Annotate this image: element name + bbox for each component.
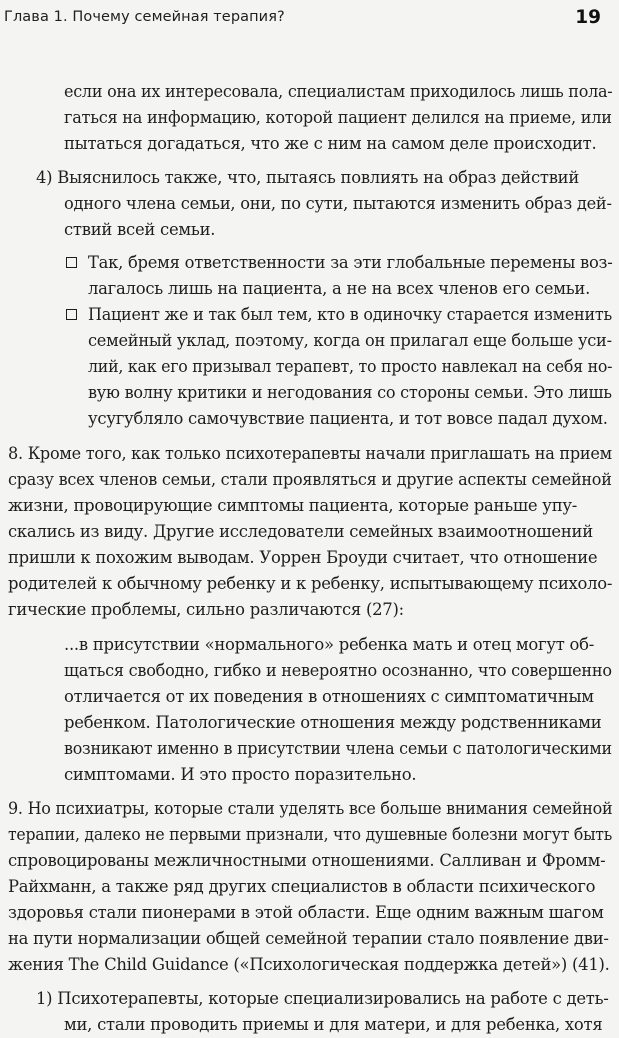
- chapter-title: Глава 1. Почему семейная терапия?: [4, 9, 285, 25]
- text-line: одного члена семьи, они, по сути, пытаются изменить образ дей-: [64, 194, 612, 213]
- paragraph-line: 9. Но психиатры, которые стали уделять все больше внимания семейной: [8, 799, 613, 818]
- bullet-line: лагалось лишь на пациента, а не на всех членов его семьи.: [88, 279, 591, 298]
- paragraph-line: жения The Child Guidance («Психологическая поддержка детей») (41).: [8, 955, 610, 974]
- paragraph-line: на пути нормализации общей семейной терапии стало появление дви-: [8, 929, 609, 948]
- bullet-line: усугубляло самочувствие пациента, и тот вовсе падал духом.: [88, 409, 608, 428]
- bullet-line: Так, бремя ответственности за эти глобальные перемены воз-: [88, 253, 613, 272]
- bullet-line: Пациент же и так был тем, кто в одиночку старается изменить: [88, 305, 612, 324]
- list-item-line: 1) Психотерапевты, которые специализировались на работе с деть-: [36, 989, 609, 1008]
- quote-line: возникают именно в присутствии члена семьи с патологическими: [64, 739, 612, 758]
- quote-line: ребенком. Патологические отношения между родственниками: [64, 713, 602, 732]
- text-line: если она их интересовала, специалистам приходилось лишь пола-: [64, 82, 613, 101]
- bullet-line: семейный уклад, поэтому, когда он прилагал еще больше уси-: [88, 331, 612, 350]
- paragraph-line: спровоцированы межличностными отношениями. Салливан и Фромм-: [8, 851, 606, 870]
- paragraph-line: 8. Кроме того, как только психотерапевты начали приглашать на прием: [8, 444, 612, 463]
- paragraph-line: терапии, далеко не первыми признали, что душевные болезни могут быть: [8, 825, 613, 844]
- paragraph-line: пришли к похожим выводам. Уоррен Броуди считает, что отношение: [8, 548, 598, 567]
- paragraph-line: сразу всех членов семьи, стали проявляться и другие аспекты семейной: [8, 470, 612, 489]
- text-line: гаться на информацию, которой пациент делился на приеме, или: [64, 108, 612, 127]
- bullet-line: вую волну критики и негодования со стороны семьи. Это лишь: [88, 383, 612, 402]
- paragraph-line: скались из виду. Другие исследователи семейных взаимоотношений: [8, 522, 593, 541]
- quote-line: ...в присутствии «нормального» ребенка мать и отец могут об-: [64, 635, 595, 654]
- quote-line: щаться свободно, гибко и невероятно осознанно, что совершенно: [64, 661, 612, 680]
- paragraph-line: родителей к обычному ребенку и к ребенку, испытывающему психоло-: [8, 574, 613, 593]
- list-item-line: 4) Выяснилось также, что, пытаясь повлиять на образ действий: [36, 168, 580, 187]
- paragraph-line: здоровья стали пионерами в этой области. Еще одним важным шагом: [8, 903, 604, 922]
- checkbox-bullet-icon: [66, 257, 77, 268]
- checkbox-bullet-icon: [66, 309, 77, 320]
- paragraph-line: Райхманн, а также ряд других специалистов в области психического: [8, 877, 596, 896]
- page-number: 19: [575, 6, 601, 28]
- quote-line: отличается от их поведения в отношениях с симптоматичным: [64, 687, 594, 706]
- running-header: [4, 6, 601, 28]
- bullet-line: лий, как его призывал терапевт, то просто навлекал на себя но-: [88, 357, 613, 376]
- text-line: ми, стали проводить приемы и для матери, и для ребенка, хотя: [64, 1015, 603, 1034]
- paragraph-line: жизни, провоцирующие симптомы пациента, которые раньше упу-: [8, 496, 578, 515]
- paragraph-line: гические проблемы, сильно различаются (27):: [8, 600, 404, 619]
- quote-line: симптомами. И это просто поразительно.: [64, 765, 417, 784]
- text-line: ствий всей семьи.: [64, 220, 216, 239]
- text-line: пытаться догадаться, что же с ним на самом деле происходит.: [64, 134, 597, 153]
